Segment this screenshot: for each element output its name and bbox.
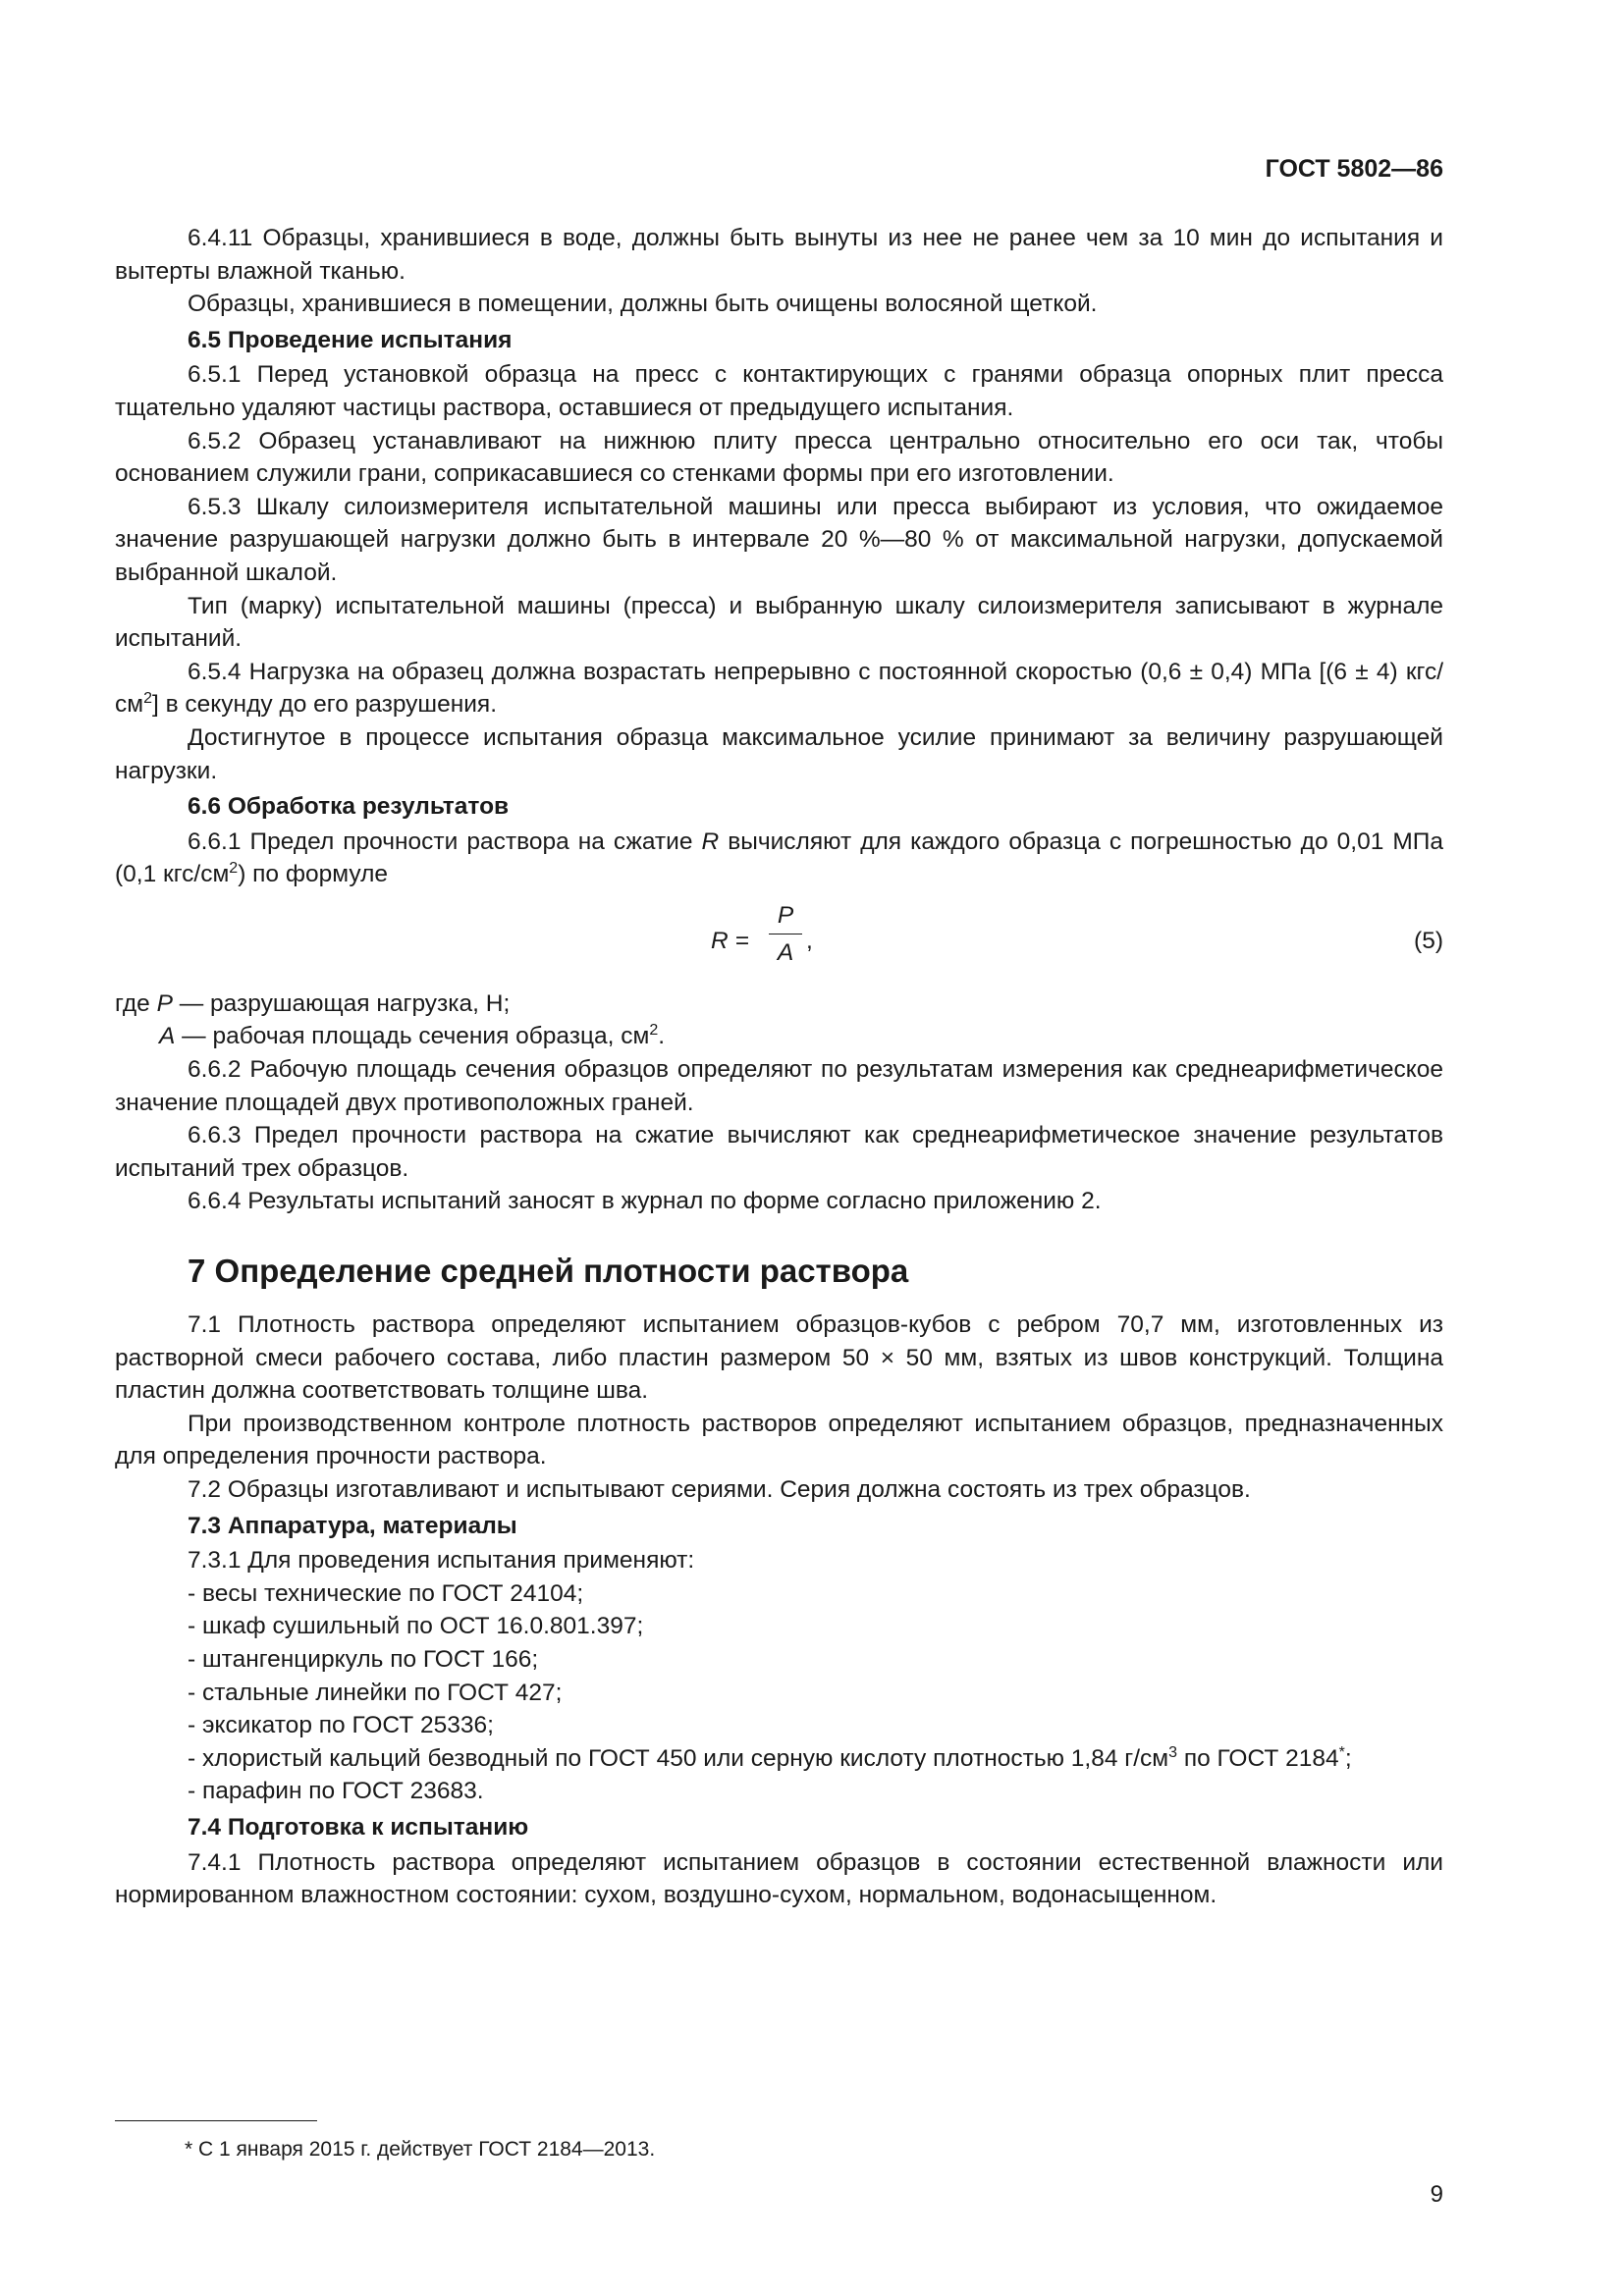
list-item: - стальные линейки по ГОСТ 427; bbox=[188, 1679, 563, 1706]
where-a: A — рабочая площадь сечения образца, $см^2$. bbox=[159, 1022, 666, 1050]
list-item: - штангенциркуль по ГОСТ 166; bbox=[188, 1645, 539, 1673]
where-p: где P — разрушающая нагрузка, Н; bbox=[115, 989, 511, 1017]
footnote-marker: * bbox=[1338, 1743, 1345, 1761]
heading-6-6: 6.6 Обработка результатов bbox=[188, 793, 510, 821]
formula-comma: , bbox=[806, 927, 813, 954]
standard-header: ГОСТ 5802—86 bbox=[1265, 155, 1443, 183]
footnote: * С 1 января 2015 г. действует ГОСТ 2184—2013. bbox=[185, 2138, 656, 2161]
paragraph-7-2: 7.2 Образцы изготавливают и испытывают сериями. Серия должна состоять из трех образцов. bbox=[188, 1476, 1251, 1503]
page-number: 9 bbox=[1430, 2181, 1443, 2208]
heading-7-3: 7.3 Аппаратура, материалы bbox=[188, 1512, 517, 1539]
paragraph-7-3-1: 7.3.1 Для проведения испытания применяют: bbox=[188, 1547, 695, 1575]
list-item: - хлористый кальций безводный по ГОСТ 450 или серную кислоту плотностью 1,84 $г/см^3$ по ГОСТ 2184*; bbox=[188, 1743, 1352, 1772]
formula-lhs: R = bbox=[711, 927, 749, 954]
paragraph-6-5-4-b: Достигнутое в процессе испытания образца максимальное усилие принимают за величину разрушающей нагрузки. bbox=[115, 723, 1443, 784]
heading-7-4: 7.4 Подготовка к испытанию bbox=[188, 1813, 529, 1841]
footnote-divider bbox=[115, 2120, 317, 2121]
paragraph-6-6-1: 6.6.1 Предел прочности раствора на сжатие R вычисляют для каждого образца с погрешностью до 0,01 МПа (0,1 кгс/$см^2$) по формуле bbox=[115, 828, 1443, 888]
list-item: - эксикатор по ГОСТ 25336; bbox=[188, 1712, 494, 1739]
formula-5 bbox=[115, 899, 1443, 984]
paragraph-6-5-4: 6.5.4 Нагрузка на образец должна возрастать непрерывно с постоянной скоростью (0,6 ± 0,4) МПа [(6 ± 4) кгс/$см^2$] в секунду до его разрушения. bbox=[115, 658, 1443, 719]
paragraph-7-1-b: При производственном контроле плотность растворов определяют испытанием образцов, предназначенных для определения прочности раствора. bbox=[115, 1410, 1443, 1470]
paragraph-6-5-3: 6.5.3 Шкалу силоизмерителя испытательной машины или пресса выбирают из условия, что ожидаемое значение разрушающей нагрузки должно быть в интервале 20 %—80 % от максимальной нагрузки, допускаемой выбранной шкалой. bbox=[115, 493, 1443, 586]
formula-fraction bbox=[769, 899, 802, 970]
paragraph-6-6-3: 6.6.3 Предел прочности раствора на сжатие вычисляют как среднеарифметическое значение результатов испытаний трех образцов. bbox=[115, 1122, 1443, 1182]
paragraph-6-5-3-b: Тип (марку) испытательной машины (пресса) и выбранную шкалу силоизмерителя записывают в журнале испытаний. bbox=[115, 592, 1443, 653]
paragraph-7-4-1: 7.4.1 Плотность раствора определяют испытанием образцов в состоянии естественной влажности или нормированном влажностном состоянии: сухом, воздушно-сухом, нормальном, водонасыщенном. bbox=[115, 1848, 1443, 1909]
formula-numerator: P bbox=[769, 899, 802, 935]
formula-denominator: A bbox=[777, 939, 794, 967]
list-item: - весы технические по ГОСТ 24104; bbox=[188, 1579, 584, 1607]
list-item: - парафин по ГОСТ 23683. bbox=[188, 1778, 484, 1805]
paragraph-6-6-4: 6.6.4 Результаты испытаний заносят в журнал по форме согласно приложению 2. bbox=[188, 1188, 1102, 1215]
paragraph-6-5-2: 6.5.2 Образец устанавливают на нижнюю плиту пресса центрально относительно его оси так, чтобы основанием служили грани, соприкасавшиеся со стенками формы при его изготовлении. bbox=[115, 427, 1443, 488]
paragraph-6-6-2: 6.6.2 Рабочую площадь сечения образцов определяют по результатам измерения как среднеарифметическое значение площадей двух противоположных граней. bbox=[115, 1056, 1443, 1116]
list-item: - шкаф сушильный по ОСТ 16.0.801.397; bbox=[188, 1613, 644, 1640]
formula-number: (5) bbox=[1414, 927, 1443, 954]
paragraph-6-4-11-b: Образцы, хранившиеся в помещении, должны быть очищены волосяной щеткой. bbox=[188, 291, 1098, 318]
body-text bbox=[115, 222, 1443, 1912]
heading-6-5: 6.5 Проведение испытания bbox=[188, 326, 513, 353]
heading-section-7: 7 Определение средней плотности раствора bbox=[188, 1253, 909, 1290]
paragraph-6-5-1: 6.5.1 Перед установкой образца на пресс с контактирующих с гранями образца опорных плит пресса тщательно удаляют частицы раствора, оставшиеся от предыдущего испытания. bbox=[115, 361, 1443, 421]
paragraph-6-4-11: 6.4.11 Образцы, хранившиеся в воде, должны быть вынуты из нее не ранее чем за 10 мин до испытания и вытерты влажной тканью. bbox=[115, 225, 1443, 285]
paragraph-7-1: 7.1 Плотность раствора определяют испытанием образцов-кубов с ребром 70,7 мм, изготовленных из растворной смеси рабочего состава, либо пластин размером 50 × 50 мм, взятых из швов конструкций. Толщина пластин должна соответствовать толщине шва. bbox=[115, 1311, 1443, 1405]
